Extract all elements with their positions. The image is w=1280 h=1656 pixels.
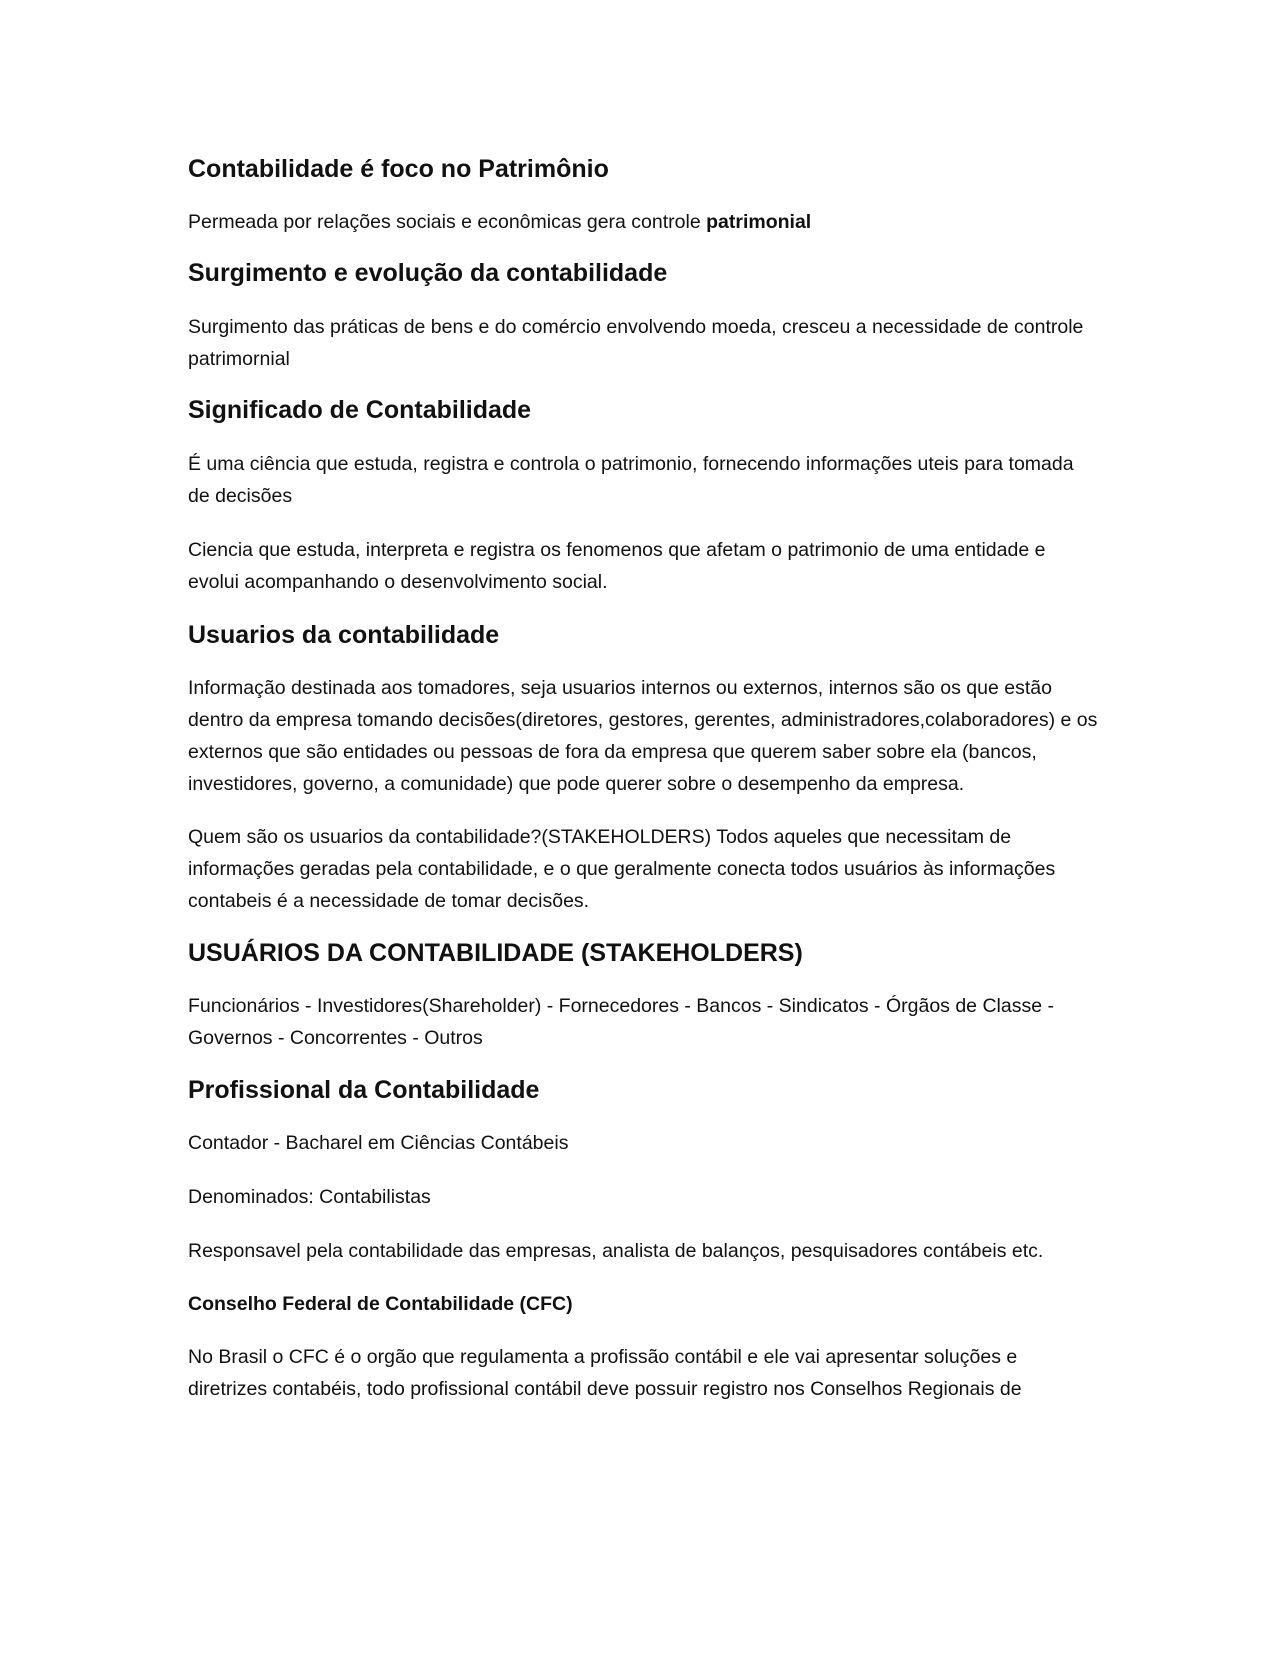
paragraph-stakeholders-list: Funcionários - Investidores(Shareholder) - Fornecedores - Bancos - Sindicatos - Órgãos de Classe - Governos - Concorrentes - Outros <box>188 995 1054 1049</box>
paragraph-surgimento: Surgimento das práticas de bens e do comércio envolvendo moeda, cresceu a necessidade de controle patrimornial <box>188 316 1084 370</box>
paragraph-responsavel: Responsavel pela contabilidade das empresas, analista de balanços, pesquisadores contábeis etc. <box>188 1240 1044 1262</box>
document-page <box>188 152 1098 1405</box>
heading-usuarios: Usuarios da contabilidade <box>188 621 500 649</box>
heading-significado: Significado de Contabilidade <box>188 396 532 424</box>
paragraph-cfc: No Brasil o CFC é o orgão que regulamenta a profissão contábil e ele vai apresentar soluções e diretrizes contabéis, todo profissional contábil deve possuir registro nos Conselhos Regionais de <box>188 1346 1022 1400</box>
heading-cfc: Conselho Federal de Contabilidade (CFC) <box>188 1293 573 1315</box>
paragraph-contador: Contador - Bacharel em Ciências Contábeis <box>188 1132 569 1154</box>
paragraph-permeada-text: Permeada por relações sociais e econômicas gera controle <box>188 211 707 233</box>
paragraph-significado-2: Ciencia que estuda, interpreta e registra os fenomenos que afetam o patrimonio de uma entidade e evolui acompanhando o desenvolvimento social. <box>188 539 1046 593</box>
paragraph-permeada-bold: patrimonial <box>706 211 812 233</box>
paragraph-permeada <box>188 206 1098 238</box>
paragraph-usuarios-1: Informação destinada aos tomadores, seja usuarios internos ou externos, internos são os que estão dentro da empresa tomando decisões(diretores, gestores, gerentes, administradores,colaboradores) e os externos que são entidades ou pessoas de fora da empresa que querem saber sobre ela (bancos, investidores, governo, a comunidade) que pode querer sobre o desempenho da empresa. <box>188 677 1098 795</box>
heading-contabilidade-foco: Contabilidade é foco no Patrimônio <box>188 155 609 183</box>
paragraph-usuarios-2: Quem são os usuarios da contabilidade?(STAKEHOLDERS) Todos aqueles que necessitam de informações geradas pela contabilidade, e o que geralmente conecta todos usuários às informações contabeis é a necessidade de tomar decisões. <box>188 826 1056 912</box>
heading-surgimento: Surgimento e evolução da contabilidade <box>188 259 668 287</box>
paragraph-significado-1: É uma ciência que estuda, registra e controla o patrimonio, fornecendo informações uteis para tomada de decisões <box>188 453 1074 507</box>
heading-profissional: Profissional da Contabilidade <box>188 1076 540 1104</box>
heading-stakeholders: USUÁRIOS DA CONTABILIDADE (STAKEHOLDERS) <box>188 939 803 967</box>
paragraph-denominados: Denominados: Contabilistas <box>188 1186 431 1208</box>
